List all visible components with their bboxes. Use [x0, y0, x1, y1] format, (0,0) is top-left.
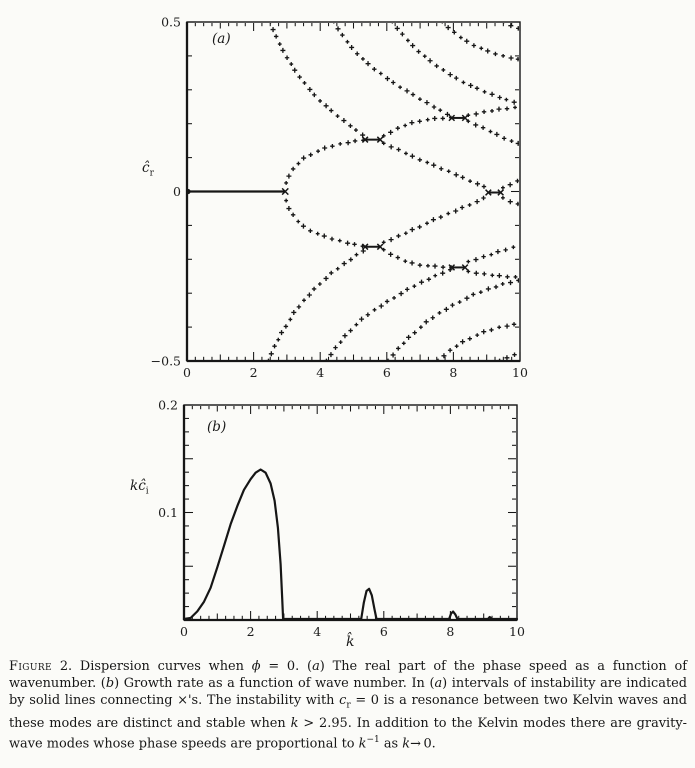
x-tick-label: 2 [249, 365, 258, 380]
figure-caption: Figure 2. Dispersion curves when ϕ = 0. (a) The real part of the phase speed as a function of wavenumber. (b) Growth rate as a function of wave number. In (a) intervals of instability are indicated by solid lines connecting ×'s. The instability with $c_r = 0$ is a resonance between two Kelvin waves and these modes are distinct and stable when k > 2.95. In addition to the Kelvin modes there are gravity-wave modes whose phase speeds are proportional to $k^{-1}$ as k→ 0. [9, 659, 688, 752]
x-tick-label: 8 [449, 365, 458, 380]
panel-label-b: (b) [207, 419, 227, 435]
y-tick-label: 0.5 [161, 14, 181, 30]
y-tick-label: 0.1 [158, 505, 178, 520]
x-tick-label: 8 [446, 624, 455, 639]
x-tick-label: 6 [379, 624, 388, 639]
x-tick-label: 0 [183, 365, 191, 380]
growth-rate-curve [184, 470, 517, 620]
x-tick-label: 10 [512, 365, 528, 380]
phase-speed-plot [151, 15, 528, 381]
y-tick-label: 0 [173, 184, 181, 199]
x-tick-label: 4 [313, 624, 322, 639]
x-tick-label: 2 [246, 624, 255, 639]
y-tick-label: 0.2 [158, 397, 178, 413]
x-tick-label: 0 [180, 624, 188, 639]
x-tick-label: 4 [316, 365, 325, 380]
y-tick-label: −0.5 [150, 353, 181, 369]
x-axis-label: k̂ [346, 634, 355, 650]
x-tick-label: 6 [382, 365, 391, 380]
dispersion-mode-markers [185, 20, 520, 363]
x-tick-label: 10 [509, 624, 525, 639]
y-axis-label-a: $ĉ_r$ [142, 160, 154, 179]
panel-label-a: (a) [212, 31, 231, 47]
y-axis-label-b: $kĉ_i$ [130, 478, 149, 497]
